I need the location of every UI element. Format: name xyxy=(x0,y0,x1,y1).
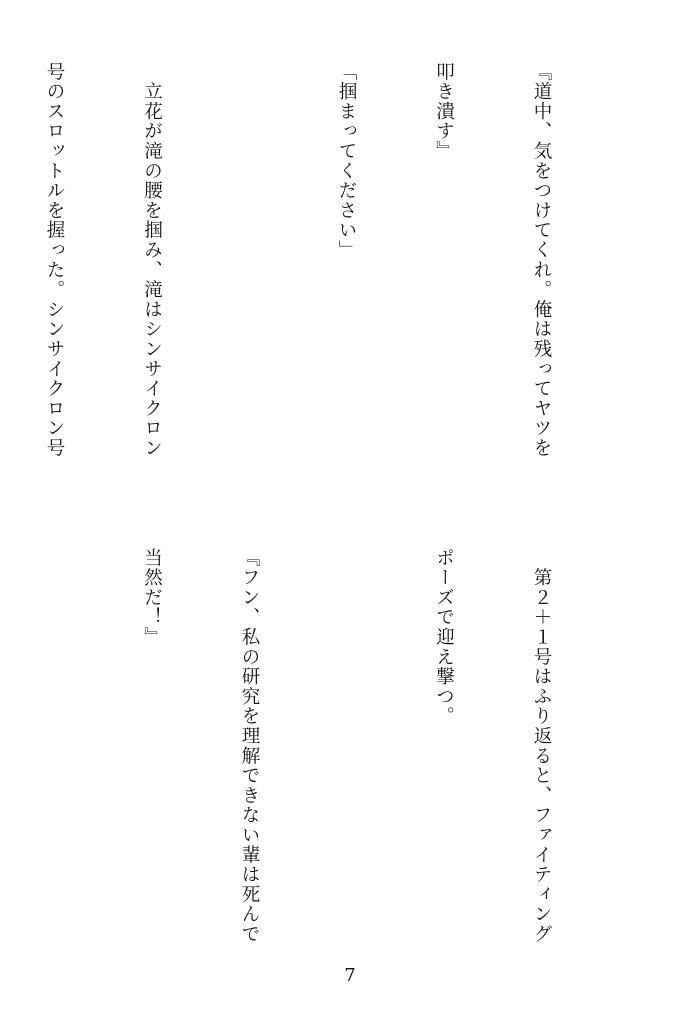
text-line: 「掴まってください」 xyxy=(336,62,357,260)
page-number: 7 xyxy=(344,965,356,986)
text-line: 第２＋１号はふり返ると、ファイティング xyxy=(531,548,552,944)
text-line: 立花が滝の腰を掴み、滝はシンサイクロン xyxy=(141,62,163,458)
paragraph-gap xyxy=(38,548,70,968)
upper-text-block xyxy=(0,62,622,502)
text-line: 『フン、私の研究を理解できない輩は死んで xyxy=(239,548,260,944)
text-line: 当然だ！』 xyxy=(141,548,163,647)
text-line: 号のスロットルを握った。シンサイクロン号 xyxy=(44,62,65,458)
text-line: 叩き潰す』 xyxy=(433,62,455,161)
paragraph-gap xyxy=(233,62,265,502)
text-line: ポーズで迎え撃つ。 xyxy=(433,548,455,727)
lower-text-block xyxy=(0,548,622,968)
paragraph-gap xyxy=(330,548,362,968)
text-line: 『道中、気をつけてくれ。俺は残ってヤツを xyxy=(531,62,552,458)
